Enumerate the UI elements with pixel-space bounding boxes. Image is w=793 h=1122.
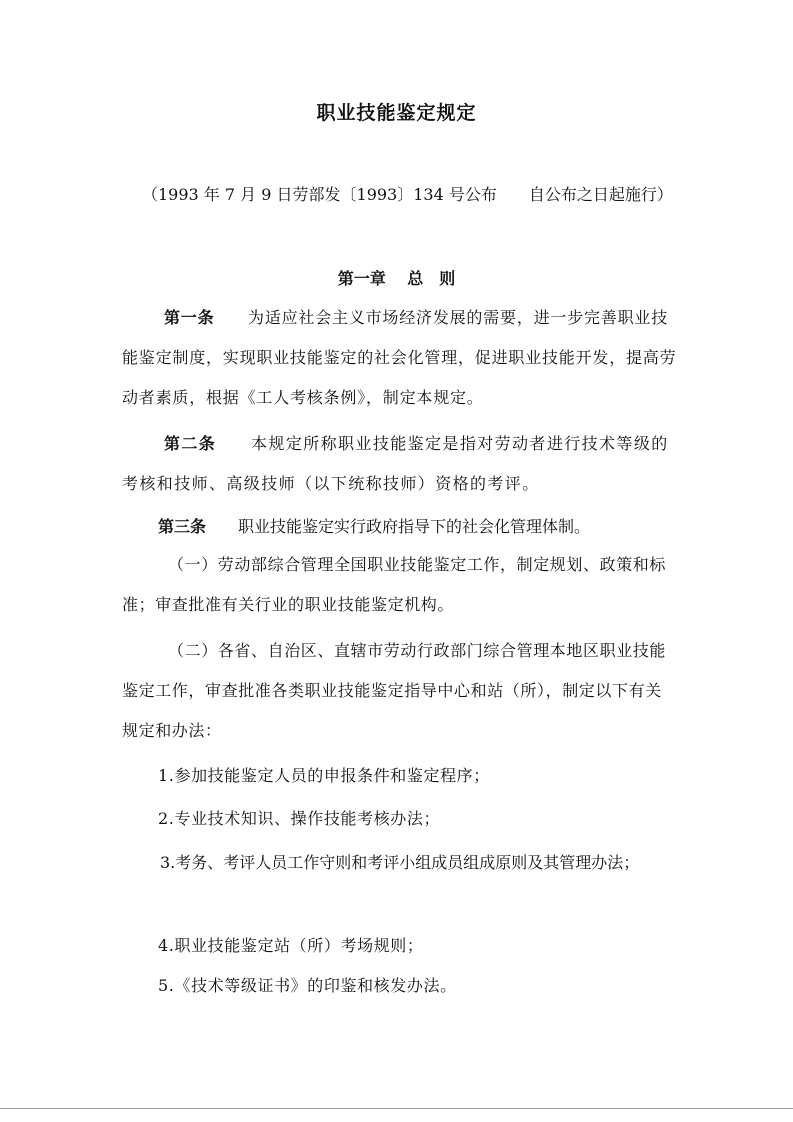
clause-1: （一）劳动部综合管理全国职业技能鉴定工作，制定规划、政策和标准；审查批准有关行业的职业技能鉴定机构。: [122, 555, 667, 614]
list-item-3: 3.考务、考评人员工作守则和考评小组成员组成原则及其管理办法；: [160, 853, 640, 872]
article-2-label: 第二条: [164, 434, 217, 453]
article-2: [122, 424, 678, 504]
article-1-label: 第一条: [164, 308, 215, 327]
list-item-4: 4.职业技能鉴定站（所）考场规则；: [158, 936, 424, 955]
list-item-2: 2.专业技术知识、操作技能考核办法；: [158, 809, 441, 828]
article-3-text: 职业技能鉴定实行政府指导下的社会化管理体制。: [238, 517, 591, 536]
article-3-label: 第三条: [158, 517, 207, 536]
chapter-heading: 第一章 总 则: [337, 269, 456, 288]
article-2-text: 本规定所称职业技能鉴定是指对劳动者进行技术等级的考核和技师、高级技师（以下统称技师）资格的考评。: [122, 434, 669, 493]
list-item-5: 5.《技术等级证书》的印鉴和核发办法。: [158, 976, 457, 995]
footer-divider: [0, 1108, 793, 1109]
document-title: 职业技能鉴定规定: [316, 102, 477, 124]
document-subtitle: （1993 年 7 月 9 日劳部发〔1993〕134 号公布 自公布之日起施行）: [142, 185, 673, 204]
clause-2: （二）各省、自治区、直辖市劳动行政部门综合管理本地区职业技能鉴定工作，审查批准各类职业技能鉴定指导中心和站（所），制定以下有关规定和办法：: [122, 641, 667, 740]
article-1: [122, 298, 678, 418]
list-item-1: 1.参加技能鉴定人员的申报条件和鉴定程序；: [158, 766, 490, 785]
article-1-text: 为适应社会主义市场经济发展的需要，进一步完善职业技能鉴定制度，实现职业技能鉴定的社会化管理，促进职业技能开发，提高劳动者素质，根据《工人考核条例》，制定本规定。: [122, 308, 677, 407]
article-3: [122, 507, 678, 547]
